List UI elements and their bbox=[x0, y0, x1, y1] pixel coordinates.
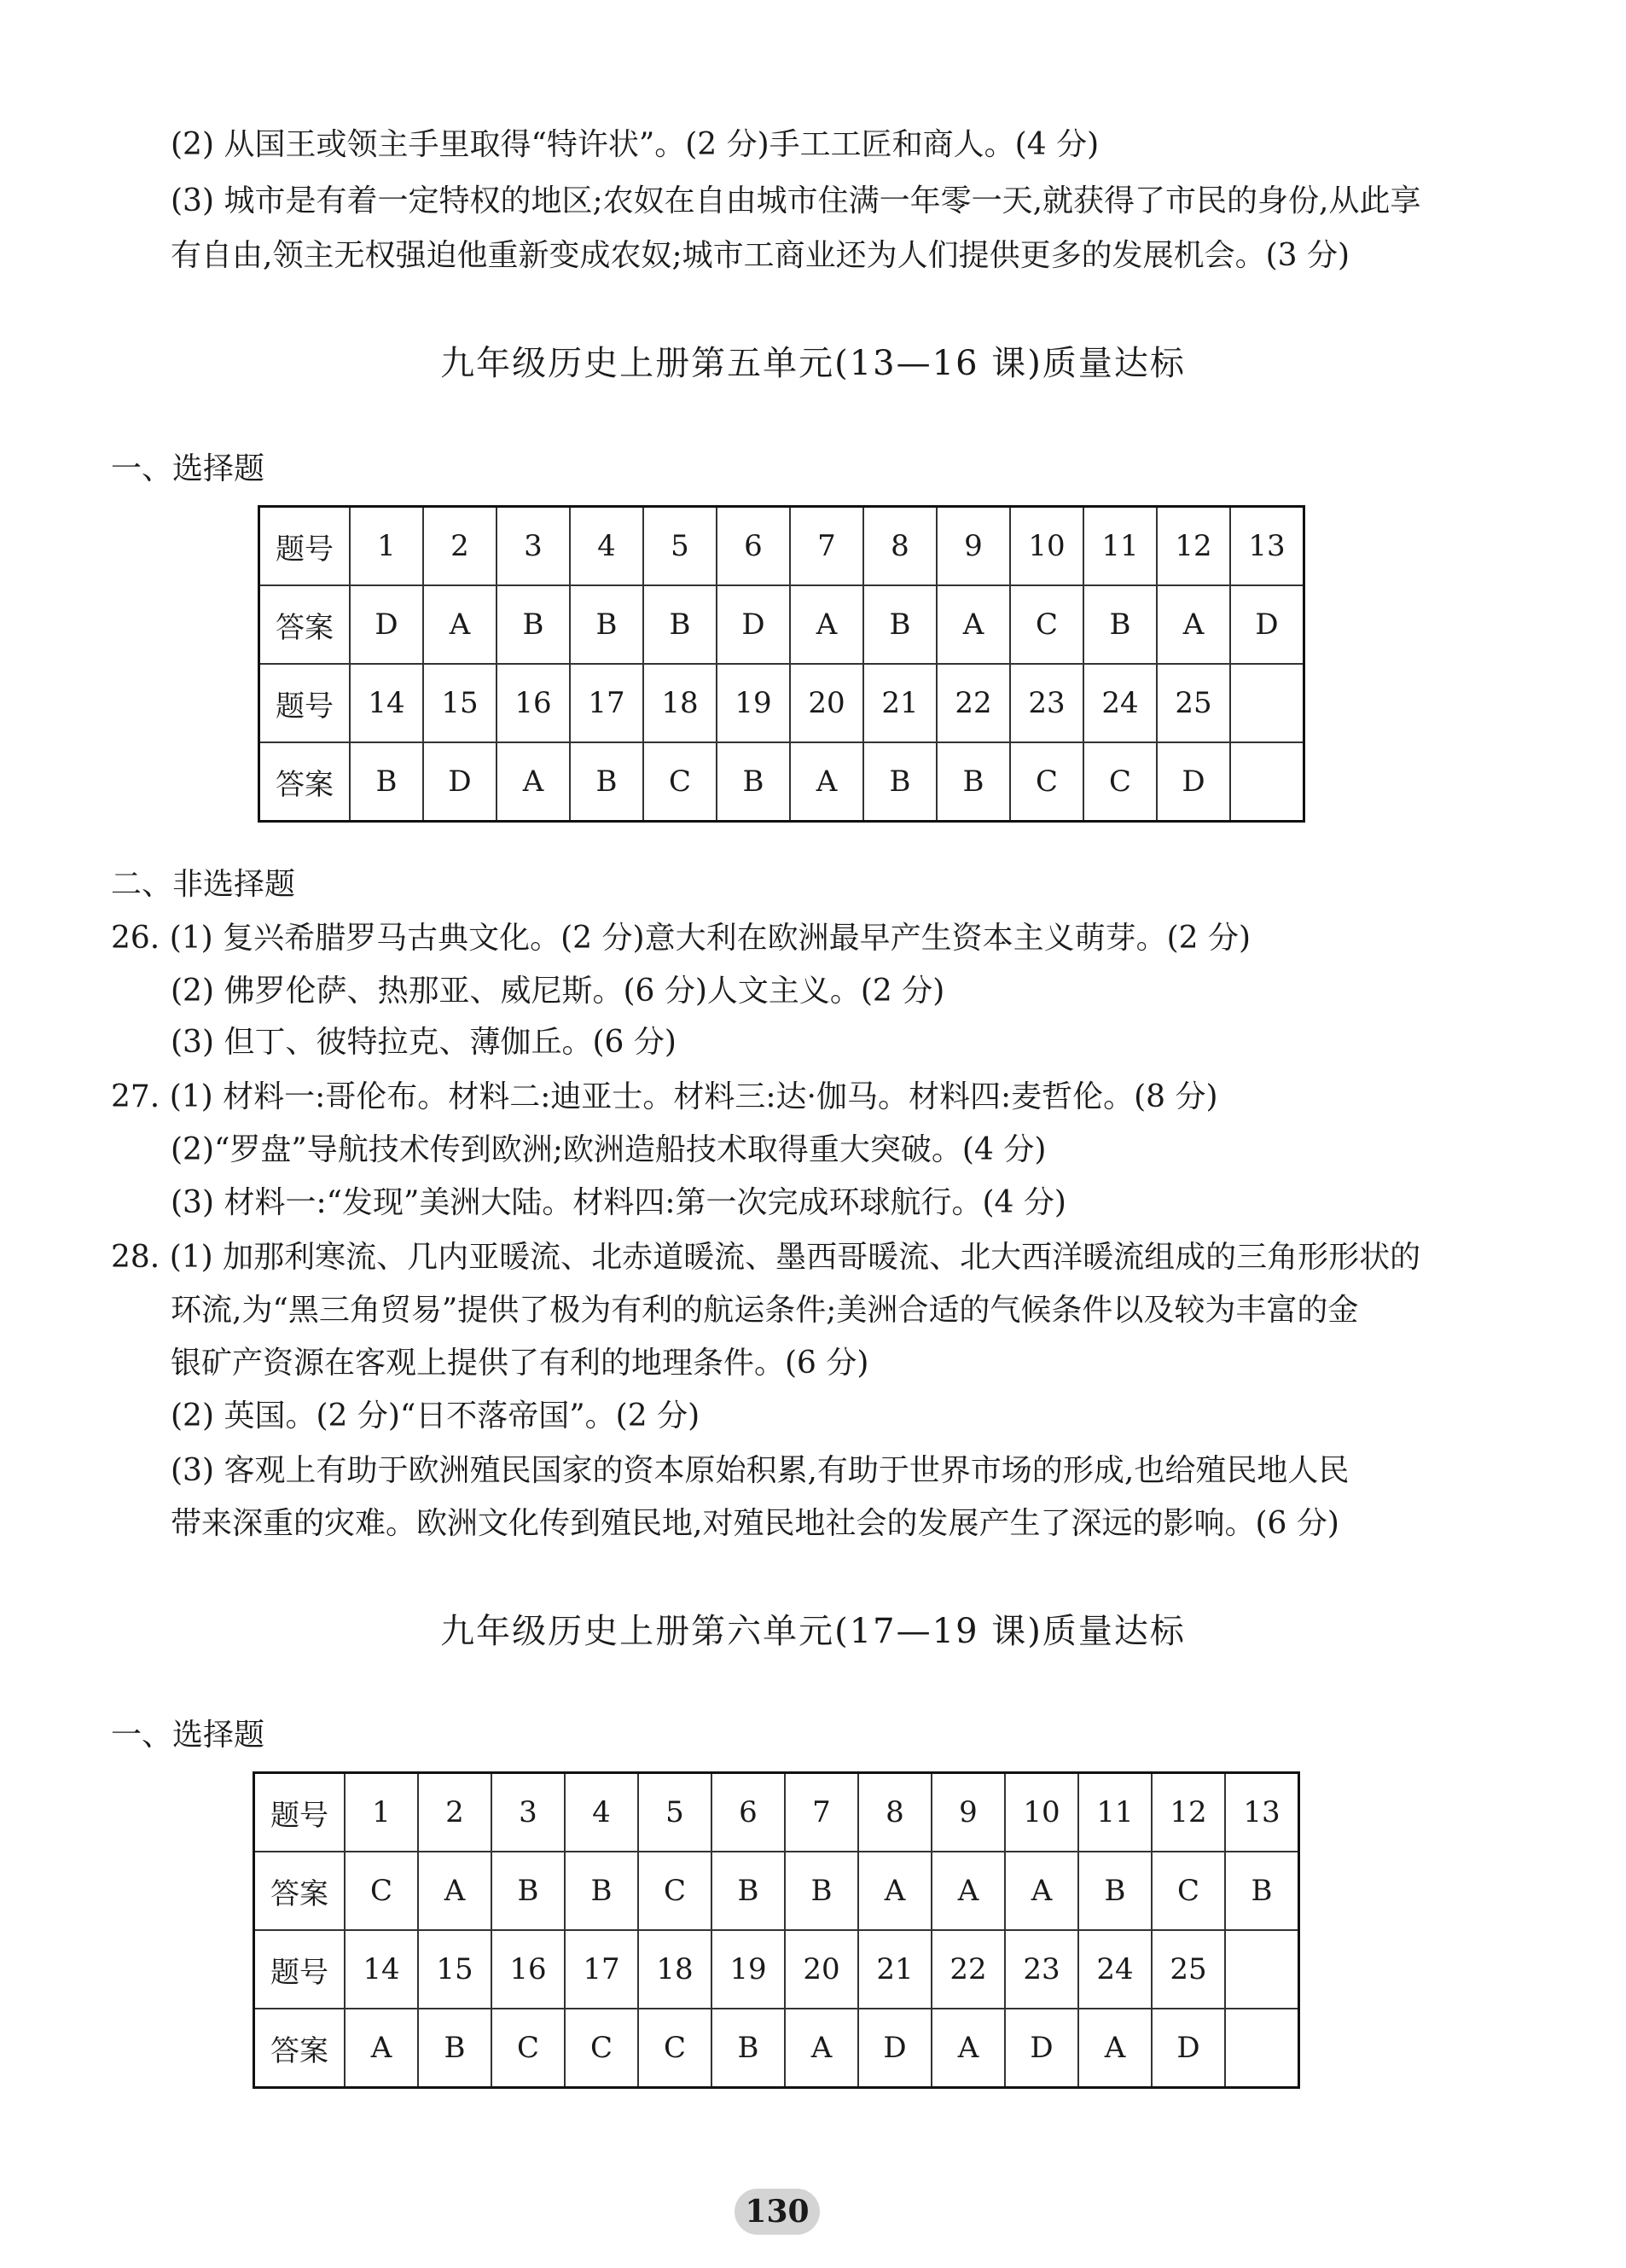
answer-cell: A bbox=[1157, 585, 1230, 664]
question-number: 19 bbox=[717, 664, 790, 742]
question-number: 1 bbox=[345, 1773, 418, 1852]
question-number: 25 bbox=[1157, 664, 1230, 742]
table-row bbox=[259, 507, 1304, 586]
answer-cell: A bbox=[1078, 2009, 1152, 2088]
answer-cell: B bbox=[937, 742, 1010, 822]
answer-cell: A bbox=[937, 585, 1010, 664]
answer-cell: A bbox=[497, 742, 570, 822]
answer-line: (2) 佛罗伦萨、热那亚、威尼斯。(6 分)人文主义。(2 分) bbox=[171, 974, 945, 1009]
answer-cell: C bbox=[1152, 1852, 1225, 1930]
answer-line: 有自由,领主无权强迫他重新变成农奴;城市工商业还为人们提供更多的发展机会。(3 分) bbox=[171, 238, 1350, 273]
answer-cell: A bbox=[785, 2009, 858, 2088]
question-number: 14 bbox=[350, 664, 423, 742]
answer-line: (2)“罗盘”导航技术传到欧洲;欧洲造船技术取得重大突破。(4 分) bbox=[171, 1132, 1047, 1167]
question-number: 22 bbox=[937, 664, 1010, 742]
answer-line: (3) 材料一:“发现”美洲大陆。材料四:第一次完成环球航行。(4 分) bbox=[171, 1185, 1066, 1220]
question-number: 25 bbox=[1152, 1930, 1225, 2009]
answer-cell: D bbox=[717, 585, 790, 664]
unit6-title: 九年级历史上册第六单元(17—19 课)质量达标 bbox=[440, 1612, 1186, 1651]
answer-cell: B bbox=[1078, 1852, 1152, 1930]
question-number: 2 bbox=[423, 507, 497, 586]
table-row bbox=[259, 742, 1304, 822]
answer-cell: B bbox=[717, 742, 790, 822]
answer-cell: B bbox=[1083, 585, 1157, 664]
question-number: 19 bbox=[711, 1930, 785, 2009]
answer-cell: A bbox=[790, 585, 863, 664]
answer-cell: A bbox=[932, 1852, 1005, 1930]
answer-label: 答案 bbox=[254, 1852, 346, 1930]
question-number: 4 bbox=[570, 507, 643, 586]
question-number: 21 bbox=[863, 664, 937, 742]
answer-cell: D bbox=[350, 585, 423, 664]
answer-line: 银矿产资源在客观上提供了有利的地理条件。(6 分) bbox=[171, 1346, 869, 1381]
question-number: 18 bbox=[643, 664, 717, 742]
question-number: 24 bbox=[1078, 1930, 1152, 2009]
answer-cell: D bbox=[1005, 2009, 1078, 2088]
question-number: 22 bbox=[932, 1930, 1005, 2009]
page-number: 130 bbox=[735, 2189, 820, 2235]
answer-cell: A bbox=[932, 2009, 1005, 2088]
question-number: 7 bbox=[790, 507, 863, 586]
answer-cell: B bbox=[570, 742, 643, 822]
question-number: 16 bbox=[497, 664, 570, 742]
answer-line: 26. (1) 复兴希腊罗马古典文化。(2 分)意大利在欧洲最早产生资本主义萌芽。(2 分) bbox=[111, 921, 1251, 956]
question-label: 题号 bbox=[254, 1773, 346, 1852]
answer-cell: C bbox=[565, 2009, 638, 2088]
answer-line: 环流,为“黑三角贸易”提供了极为有利的航运条件;美洲合适的气候条件以及较为丰富的金 bbox=[171, 1293, 1359, 1328]
question-number: 5 bbox=[643, 507, 717, 586]
answer-line: 带来深重的灾难。欧洲文化传到殖民地,对殖民地社会的发展产生了深远的影响。(6 分) bbox=[171, 1506, 1339, 1541]
question-number: 11 bbox=[1083, 507, 1157, 586]
answer-cell: B bbox=[863, 742, 937, 822]
question-number: 20 bbox=[785, 1930, 858, 2009]
answer-cell: D bbox=[858, 2009, 932, 2088]
question-number: 10 bbox=[1010, 507, 1083, 586]
answer-cell: A bbox=[858, 1852, 932, 1930]
answer-cell: B bbox=[350, 742, 423, 822]
answer-cell: B bbox=[491, 1852, 565, 1930]
question-number: 18 bbox=[638, 1930, 711, 2009]
table-row bbox=[254, 1773, 1299, 1852]
question-number: 17 bbox=[565, 1930, 638, 2009]
question-number: 13 bbox=[1230, 507, 1304, 586]
answer-label: 答案 bbox=[259, 585, 351, 664]
question-label: 题号 bbox=[259, 664, 351, 742]
question-number: 16 bbox=[491, 1930, 565, 2009]
answer-cell: D bbox=[1230, 585, 1304, 664]
answer-line: (2) 英国。(2 分)“日不落帝国”。(2 分) bbox=[171, 1399, 700, 1433]
question-number bbox=[1225, 1930, 1299, 2009]
unit5-section-choice: 一、选择题 bbox=[111, 451, 265, 486]
answer-line: (3) 但丁、彼特拉克、薄伽丘。(6 分) bbox=[171, 1025, 677, 1060]
answer-cell bbox=[1225, 2009, 1299, 2088]
question-number: 1 bbox=[350, 507, 423, 586]
question-number: 12 bbox=[1152, 1773, 1225, 1852]
answer-cell: B bbox=[1225, 1852, 1299, 1930]
question-number: 5 bbox=[638, 1773, 711, 1852]
answer-label: 答案 bbox=[259, 742, 351, 822]
question-number: 6 bbox=[717, 507, 790, 586]
question-number: 3 bbox=[497, 507, 570, 586]
question-number: 10 bbox=[1005, 1773, 1078, 1852]
question-number: 13 bbox=[1225, 1773, 1299, 1852]
answer-cell: C bbox=[1010, 742, 1083, 822]
question-number: 23 bbox=[1005, 1930, 1078, 2009]
answer-cell: B bbox=[785, 1852, 858, 1930]
answer-cell: B bbox=[570, 585, 643, 664]
question-number: 2 bbox=[418, 1773, 491, 1852]
question-number: 17 bbox=[570, 664, 643, 742]
answer-cell: B bbox=[565, 1852, 638, 1930]
question-number: 15 bbox=[418, 1930, 491, 2009]
table-row bbox=[259, 664, 1304, 742]
answer-cell: D bbox=[423, 742, 497, 822]
answer-cell: A bbox=[345, 2009, 418, 2088]
question-number: 15 bbox=[423, 664, 497, 742]
answer-cell: D bbox=[1152, 2009, 1225, 2088]
question-label: 题号 bbox=[254, 1930, 346, 2009]
question-number: 9 bbox=[937, 507, 1010, 586]
question-number: 14 bbox=[345, 1930, 418, 2009]
question-number: 8 bbox=[863, 507, 937, 586]
question-number: 8 bbox=[858, 1773, 932, 1852]
question-number: 9 bbox=[932, 1773, 1005, 1852]
answer-label: 答案 bbox=[254, 2009, 346, 2088]
answer-cell: B bbox=[643, 585, 717, 664]
answer-cell: B bbox=[497, 585, 570, 664]
question-number: 7 bbox=[785, 1773, 858, 1852]
question-number: 11 bbox=[1078, 1773, 1152, 1852]
answer-line: 28. (1) 加那利寒流、几内亚暖流、北赤道暖流、墨西哥暖流、北大西洋暖流组成的三角形形状的 bbox=[111, 1240, 1421, 1275]
answer-cell: C bbox=[345, 1852, 418, 1930]
answer-cell: B bbox=[418, 2009, 491, 2088]
table-row bbox=[259, 585, 1304, 664]
question-number: 24 bbox=[1083, 664, 1157, 742]
question-number: 4 bbox=[565, 1773, 638, 1852]
answer-line: (3) 城市是有着一定特权的地区;农奴在自由城市住满一年零一天,就获得了市民的身份,从此享 bbox=[171, 183, 1421, 218]
answer-cell: C bbox=[638, 2009, 711, 2088]
answer-cell: B bbox=[711, 1852, 785, 1930]
answer-cell: C bbox=[638, 1852, 711, 1930]
table-row bbox=[254, 2009, 1299, 2088]
answer-cell: B bbox=[711, 2009, 785, 2088]
answer-cell: A bbox=[418, 1852, 491, 1930]
table-row bbox=[254, 1930, 1299, 2009]
answer-cell: A bbox=[790, 742, 863, 822]
table-row bbox=[254, 1852, 1299, 1930]
answer-line: (3) 客观上有助于欧洲殖民国家的资本原始积累,有助于世界市场的形成,也给殖民地人民 bbox=[171, 1453, 1350, 1488]
unit5-title: 九年级历史上册第五单元(13—16 课)质量达标 bbox=[440, 344, 1186, 383]
answer-line: (2) 从国王或领主手里取得“特许状”。(2 分)手工工匠和商人。(4 分) bbox=[171, 127, 1100, 162]
question-label: 题号 bbox=[259, 507, 351, 586]
answer-cell bbox=[1230, 742, 1304, 822]
answer-cell: A bbox=[1005, 1852, 1078, 1930]
answer-line: 27. (1) 材料一:哥伦布。材料二:迪亚士。材料三:达·伽马。材料四:麦哲伦。(8 分) bbox=[111, 1079, 1218, 1114]
answer-cell: C bbox=[1010, 585, 1083, 664]
question-number: 3 bbox=[491, 1773, 565, 1852]
question-number: 6 bbox=[711, 1773, 785, 1852]
answer-cell: C bbox=[643, 742, 717, 822]
answer-cell: B bbox=[863, 585, 937, 664]
unit6-section-choice: 一、选择题 bbox=[111, 1718, 265, 1753]
answer-cell: D bbox=[1157, 742, 1230, 822]
answer-cell: A bbox=[423, 585, 497, 664]
question-number: 20 bbox=[790, 664, 863, 742]
unit5-answer-table bbox=[258, 505, 1305, 823]
unit5-section-nonchoice: 二、非选择题 bbox=[111, 867, 296, 902]
question-number: 21 bbox=[858, 1930, 932, 2009]
unit6-answer-table bbox=[253, 1771, 1300, 2089]
answer-cell: C bbox=[491, 2009, 565, 2088]
question-number: 12 bbox=[1157, 507, 1230, 586]
answer-cell: C bbox=[1083, 742, 1157, 822]
question-number bbox=[1230, 664, 1304, 742]
question-number: 23 bbox=[1010, 664, 1083, 742]
